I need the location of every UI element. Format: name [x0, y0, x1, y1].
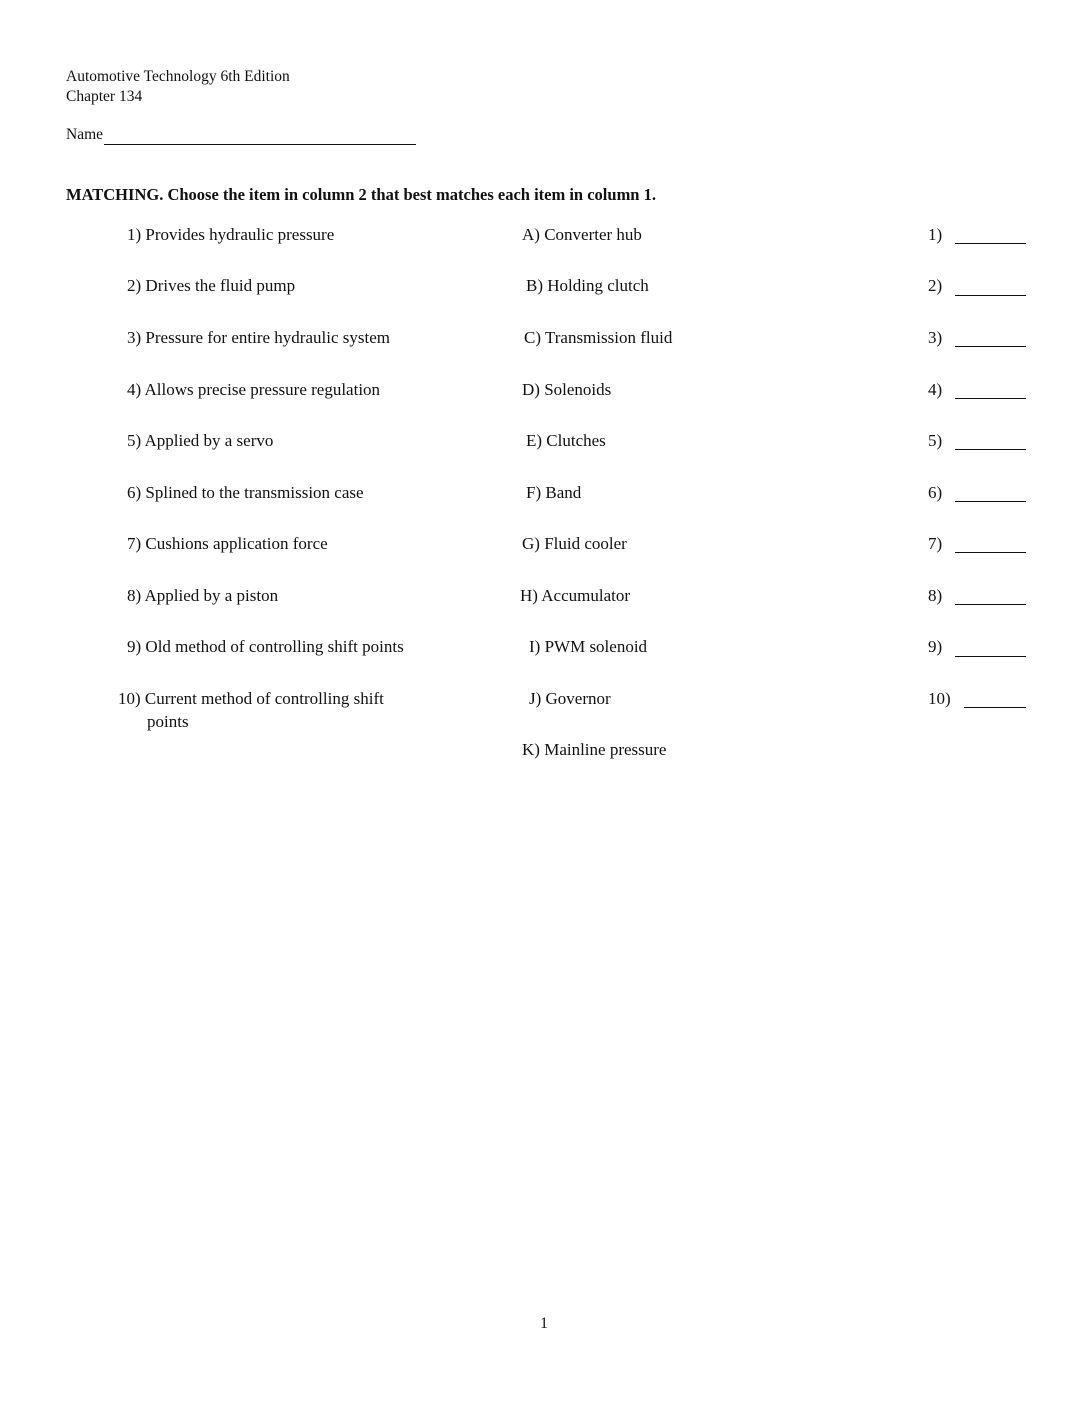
answer-label: 7): [928, 534, 943, 553]
page-number: 1: [540, 1315, 548, 1332]
answer-blank[interactable]: [955, 604, 1026, 605]
name-row: [66, 125, 416, 145]
answer-label: 6): [928, 483, 943, 502]
answer-label: 10): [928, 689, 951, 708]
term-number: 1): [127, 225, 142, 244]
answer-label: 1): [928, 225, 943, 244]
answer-blank[interactable]: [955, 552, 1026, 553]
term-number: 9): [127, 637, 142, 656]
term-text: Splined to the transmission case: [145, 483, 364, 502]
choice-item: [526, 274, 649, 298]
choice-letter: I): [529, 637, 541, 656]
term-number: 10): [118, 689, 141, 708]
choice-text: Band: [545, 483, 582, 502]
term-text: Provides hydraulic pressure: [145, 225, 335, 244]
answer-blank[interactable]: [955, 295, 1026, 296]
term-item: [127, 584, 278, 608]
choice-text: Clutches: [546, 431, 606, 450]
choice-item: [529, 687, 611, 711]
choice-text: Mainline pressure: [544, 740, 667, 759]
answer-label: 2): [928, 276, 943, 295]
choice-letter: C): [524, 328, 541, 347]
term-item: [127, 481, 364, 505]
choice-letter: J): [529, 689, 542, 708]
choice-letter: B): [526, 276, 543, 295]
term-text: points: [147, 712, 189, 731]
term-text: Applied by a piston: [144, 586, 279, 605]
term-item-continuation: [147, 710, 189, 734]
term-text: Cushions application force: [145, 534, 328, 553]
answer-label: 9): [928, 637, 943, 656]
answer-blank[interactable]: [964, 707, 1026, 708]
answer-label: 5): [928, 431, 943, 450]
term-text: Allows precise pressure regulation: [144, 380, 381, 399]
term-item: [127, 429, 273, 453]
term-text: Current method of controlling shift: [144, 689, 384, 708]
choice-letter: A): [522, 225, 540, 244]
term-text: Drives the fluid pump: [145, 276, 296, 295]
answer-label: 3): [928, 328, 943, 347]
choice-item: [524, 326, 672, 350]
choice-item: [522, 532, 627, 556]
answer-label: 4): [928, 380, 943, 399]
chapter-label: Chapter 134: [66, 88, 143, 105]
term-item: [127, 274, 295, 298]
book-title: Automotive Technology 6th Edition: [66, 68, 290, 85]
term-text: Old method of controlling shift points: [145, 637, 404, 656]
choice-item: [526, 429, 606, 453]
term-item: [127, 326, 390, 350]
term-number: 7): [127, 534, 142, 553]
choice-text: Accumulator: [541, 586, 631, 605]
answer-blank[interactable]: [955, 346, 1026, 347]
choice-item: [522, 378, 611, 402]
term-number: 3): [127, 328, 142, 347]
term-item: [127, 532, 328, 556]
name-label: Name: [66, 126, 104, 143]
term-text: Pressure for entire hydraulic system: [145, 328, 390, 347]
term-number: 4): [127, 380, 142, 399]
term-item: [118, 687, 384, 711]
choice-item: [526, 481, 581, 505]
matching-instructions: MATCHING. Choose the item in column 2 that best matches each item in column 1.: [66, 185, 656, 204]
choice-letter: H): [520, 586, 538, 605]
choice-text: Converter hub: [544, 225, 642, 244]
choice-text: Solenoids: [544, 380, 612, 399]
term-text: Applied by a servo: [144, 431, 274, 450]
choice-letter: F): [526, 483, 542, 502]
choice-text: Fluid cooler: [544, 534, 627, 553]
choice-item: [529, 635, 647, 659]
term-item: [127, 635, 404, 659]
answer-blank[interactable]: [955, 501, 1026, 502]
choice-item: [522, 738, 666, 762]
choice-letter: G): [522, 534, 540, 553]
term-number: 8): [127, 586, 142, 605]
choice-item: [522, 223, 642, 247]
choice-item: [520, 584, 630, 608]
answer-blank[interactable]: [955, 243, 1026, 244]
choice-text: Transmission fluid: [544, 328, 673, 347]
choice-text: Holding clutch: [547, 276, 649, 295]
term-number: 5): [127, 431, 142, 450]
choice-text: PWM solenoid: [544, 637, 648, 656]
term-item: [127, 223, 334, 247]
answer-label: 8): [928, 586, 943, 605]
term-number: 6): [127, 483, 142, 502]
answer-blank[interactable]: [955, 656, 1026, 657]
choice-letter: D): [522, 380, 540, 399]
answer-blank[interactable]: [955, 449, 1026, 450]
choice-text: Governor: [545, 689, 611, 708]
answer-blank[interactable]: [955, 398, 1026, 399]
choice-letter: E): [526, 431, 543, 450]
name-field[interactable]: [104, 127, 416, 145]
term-item: [127, 378, 380, 402]
term-number: 2): [127, 276, 142, 295]
choice-letter: K): [522, 740, 540, 759]
